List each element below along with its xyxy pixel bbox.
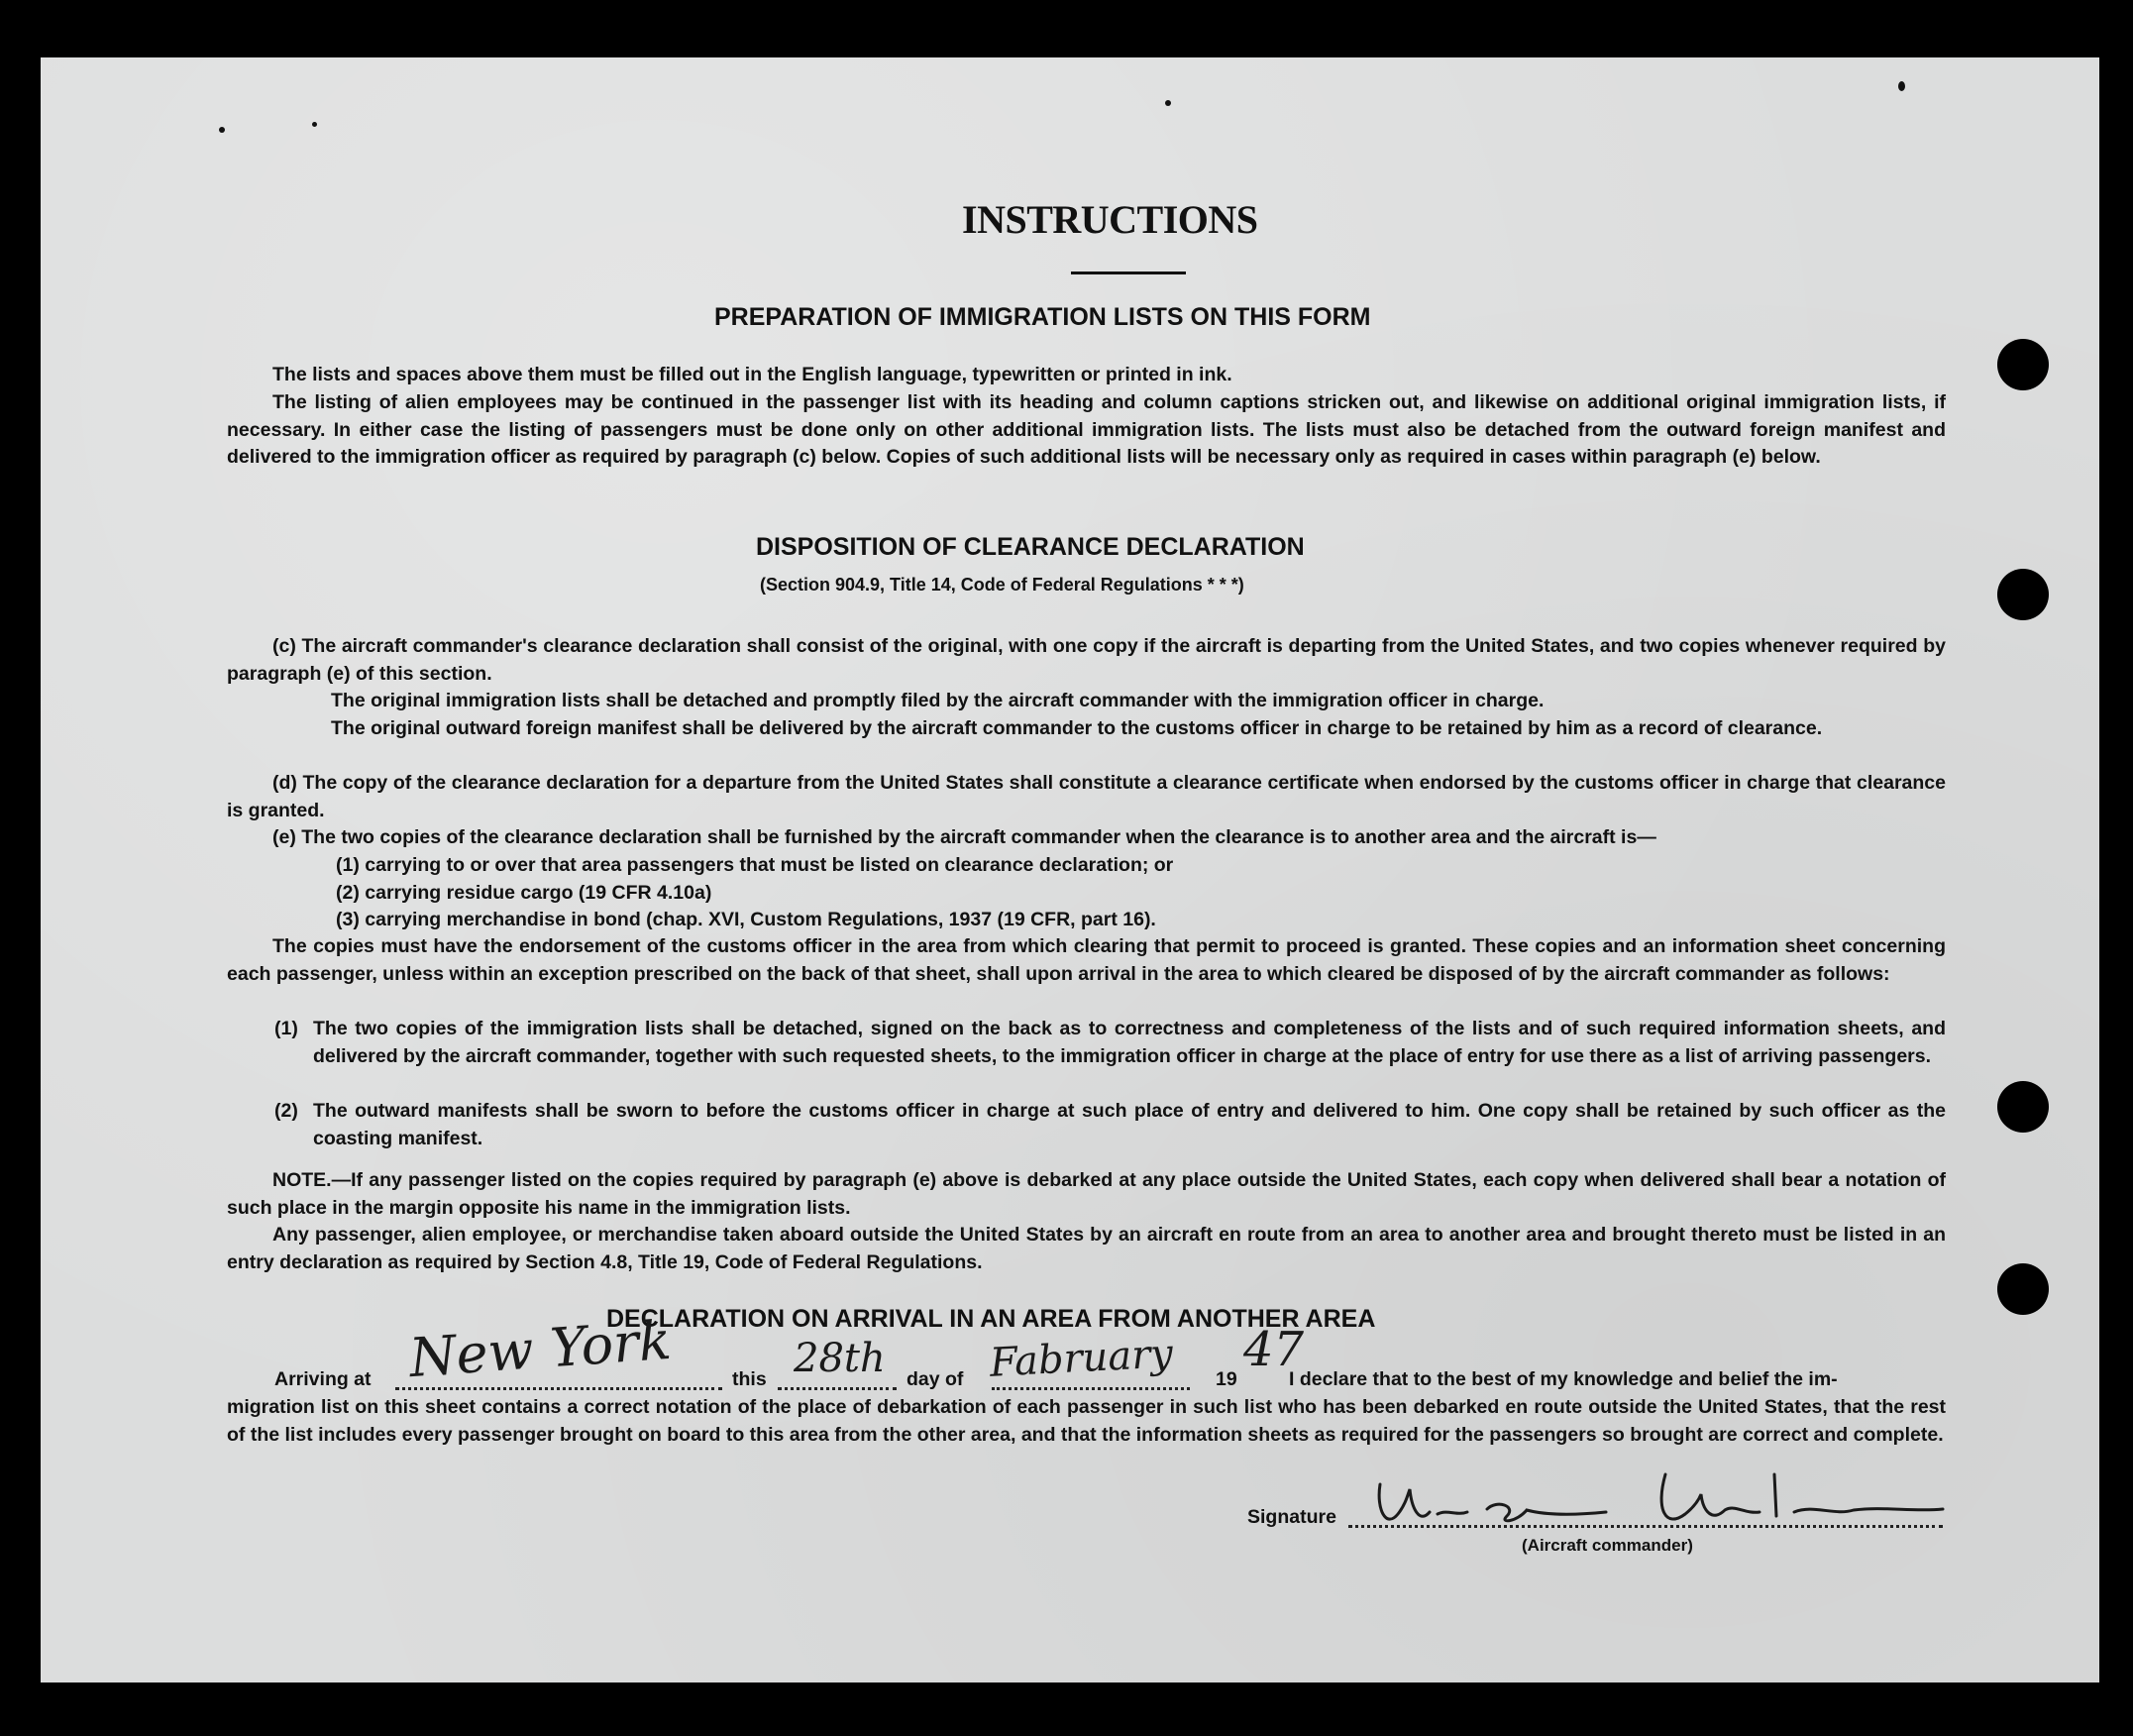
day-of-label: day of [907, 1368, 964, 1390]
copies-paragraph: The copies must have the endorsement of the customs officer in the area from which clearing that permit to proceed is granted. These copies and an information sheet concerning each passenger, unless within an exception prescribed on the back of that sheet, shall upon arrival in the area to which cleared be disposed of by the aircraft commander as follows: [227, 935, 1946, 985]
document-page [41, 57, 2099, 1682]
list-item-1-text: The two copies of the immigration lists shall be detached, signed on the back as to correctness and completeness of the lists and of such required information sheets, and delivered by the aircraft commander, together with such requested sheets, to the immigration officer in charge at the place of entry for use there as a list of arriving passengers. [313, 1018, 1946, 1067]
month-dotted-line [992, 1387, 1190, 1390]
this-label: this [732, 1368, 767, 1390]
entry-declaration-paragraph: Any passenger, alien employee, or merchandise taken aboard outside the United States by an aircraft en route from an area to another area and brought thereto must be listed in an entry declaration as required by Section 4.8, Title 19, Code of Federal Regulations. [227, 1224, 1946, 1273]
arriving-label: Arriving at [274, 1368, 372, 1390]
paragraph-c-manifest: The original outward foreign manifest shall be delivered by the aircraft commander to the customs officer in charge to be retained by him as a record of clearance. [331, 717, 1823, 739]
punch-hole [1997, 569, 2049, 620]
disposition-heading: DISPOSITION OF CLEARANCE DECLARATION [756, 533, 1305, 561]
declaration-text-start: I declare that to the best of my knowledge and belief the im- [1289, 1368, 1838, 1390]
handwritten-day: 28th [794, 1336, 886, 1381]
year-prefix: 19 [1216, 1368, 1237, 1390]
paragraph-e-item-3: (3) carrying merchandise in bond (chap. XVI, Custom Regulations, 1937 (19 CFR, part 16). [336, 909, 1156, 930]
ink-speck [312, 122, 317, 127]
ink-speck [1898, 81, 1905, 91]
handwritten-place: New York [407, 1308, 674, 1390]
page-title: INSTRUCTIONS [962, 197, 1258, 242]
paragraph-c-original-lists: The original immigration lists shall be detached and promptly filed by the aircraft commander with the immigration officer in charge. [331, 690, 1545, 711]
paragraph-e: (e) The two copies of the clearance declaration shall be furnished by the aircraft commander when the clearance is to another area and the aircraft is— [272, 826, 1656, 848]
list-item-2-number: (2) [274, 1100, 298, 1122]
place-dotted-line [395, 1387, 722, 1390]
ink-speck [1165, 100, 1171, 106]
prep-paragraph-2: The listing of alien employees may be continued in the passenger list with its heading and column captions stricken out, and likewise on additional original immigration lists, if necessary. In either case the listing of passengers must be done only on other additional immigration lists. The lists must also be detached from the outward foreign manifest and delivered to the immigration officer as required by paragraph (c) below. Copies of such additional lists will be necessary only as required in cases within paragraph (e) below. [227, 391, 1946, 468]
punch-hole [1997, 1081, 2049, 1133]
handwritten-signature [1368, 1455, 1953, 1539]
paragraph-e-item-2: (2) carrying residue cargo (19 CFR 4.10a) [336, 882, 712, 904]
note-paragraph: NOTE.—If any passenger listed on the copies required by paragraph (e) above is debarked at any place outside the United States, each copy when delivered shall bear a notation of such place in the margin opposite his name in the immigration lists. [227, 1169, 1946, 1219]
signature-caption: (Aircraft commander) [1522, 1536, 1693, 1555]
disposition-subheading: (Section 904.9, Title 14, Code of Federal Regulations * * *) [760, 575, 1244, 595]
paragraph-c: (c) The aircraft commander's clearance declaration shall consist of the original, with one copy if the aircraft is departing from the United States, and two copies whenever required by paragraph (e) of this section. [227, 635, 1946, 685]
punch-hole [1997, 1263, 2049, 1315]
handwritten-year: 47 [1243, 1322, 1305, 1377]
list-item-2-text: The outward manifests shall be sworn to before the customs officer in charge at such place of entry and delivered to him. One copy shall be retained by such officer as the coasting manifest. [313, 1100, 1946, 1149]
prep-paragraph-1: The lists and spaces above them must be filled out in the English language, typewritten or printed in ink. [272, 364, 1232, 385]
day-dotted-line [778, 1387, 897, 1390]
paragraph-d: (d) The copy of the clearance declaration for a departure from the United States shall constitute a clearance certificate when endorsed by the customs officer in charge that clearance is granted. [227, 772, 1946, 821]
paragraph-e-item-1: (1) carrying to or over that area passengers that must be listed on clearance declaration; or [336, 854, 1174, 876]
list-item-1-number: (1) [274, 1018, 298, 1039]
declaration-text: migration list on this sheet contains a correct notation of the place of debarkation of each passenger in such list who has been debarked en route outside the United States, that the rest of the list includes every passenger brought on board to this area from the other area, and that the information sheets as required for the passengers so brought are correct and complete. [227, 1396, 1946, 1446]
ink-speck [219, 127, 225, 133]
punch-hole [1997, 339, 2049, 390]
declaration-heading: DECLARATION ON ARRIVAL IN AN AREA FROM ANOTHER AREA [606, 1305, 1376, 1333]
handwritten-month: Fabruary [988, 1331, 1175, 1386]
signature-label: Signature [1247, 1506, 1336, 1528]
title-underline [1071, 271, 1186, 274]
prep-heading: PREPARATION OF IMMIGRATION LISTS ON THIS FORM [714, 303, 1371, 331]
